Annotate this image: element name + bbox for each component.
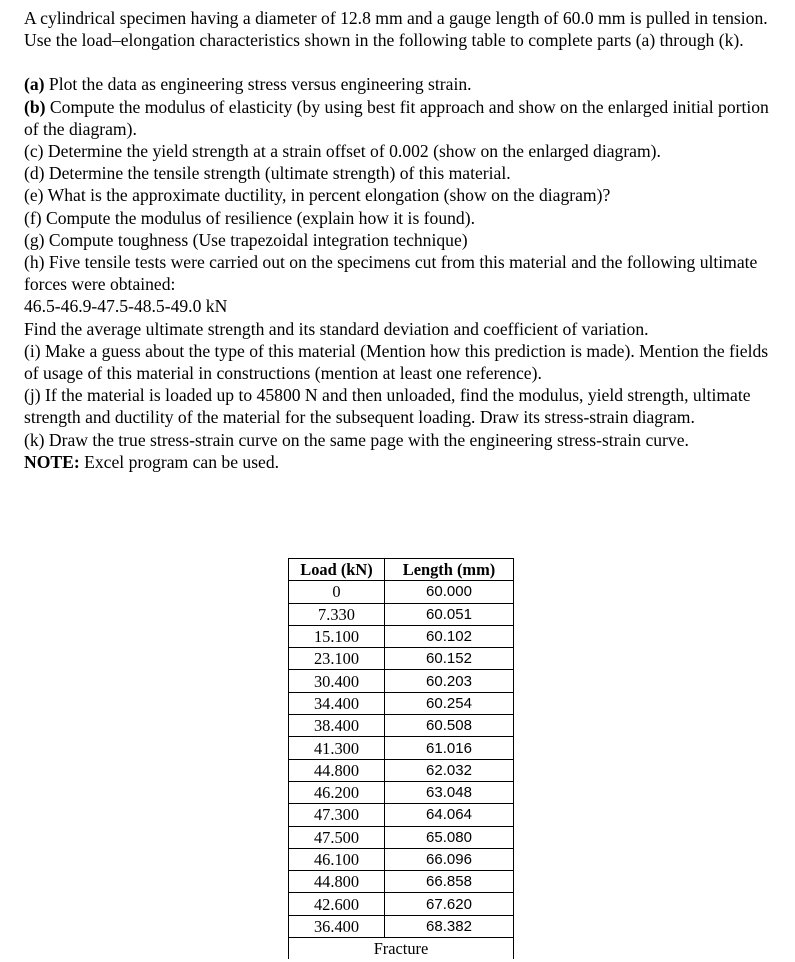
length-cell: 60.000 <box>385 581 514 603</box>
table-row <box>289 915 514 937</box>
part-d <box>24 162 784 184</box>
length-cell: 62.032 <box>385 759 514 781</box>
part-g-text: Compute toughness (Use trapezoidal integration technique) <box>44 229 468 250</box>
part-a-label: (a) <box>24 74 45 95</box>
part-b <box>24 96 784 140</box>
load-cell: 34.400 <box>289 692 385 714</box>
table-header-row <box>289 559 514 581</box>
load-cell: 0 <box>289 581 385 603</box>
length-cell: 60.102 <box>385 625 514 647</box>
length-cell: 66.096 <box>385 848 514 870</box>
problem-statement <box>24 7 784 473</box>
load-length-table-container <box>288 558 514 959</box>
part-j: (j) If the material is loaded up to 45800 N and then unloaded, find the modulus, yield strength, ultimate strength and ductility of the material for the subsequent loading. Draw its stress-strain diagram. <box>24 385 751 428</box>
length-cell: 60.051 <box>385 603 514 625</box>
length-cell: 60.254 <box>385 692 514 714</box>
part-f <box>24 207 784 229</box>
load-cell: 41.300 <box>289 737 385 759</box>
note-line <box>24 451 784 473</box>
part-c <box>24 140 784 162</box>
table-footer-row <box>289 938 514 960</box>
length-cell: 63.048 <box>385 781 514 803</box>
length-column-header: Length (mm) <box>385 559 514 581</box>
table-row <box>289 625 514 647</box>
load-cell: 15.100 <box>289 625 385 647</box>
load-cell: 46.200 <box>289 781 385 803</box>
part-b-text: Compute the modulus of elasticity (by using best fit approach and show on the enlarged initial portion of the diagram). <box>24 96 769 139</box>
length-cell: 60.203 <box>385 670 514 692</box>
length-cell: 60.152 <box>385 648 514 670</box>
intro-paragraph: A cylindrical specimen having a diameter of 12.8 mm and a gauge length of 60.0 mm is pulled in tension. Use the load–elongation characteristics shown in the following table to complete parts (a) through (k). <box>24 8 768 51</box>
part-e <box>24 184 784 206</box>
table-row <box>289 871 514 893</box>
table-row <box>289 648 514 670</box>
length-cell: 65.080 <box>385 826 514 848</box>
part-h-label: (h) <box>24 252 45 273</box>
table-row <box>289 848 514 870</box>
table-row <box>289 781 514 803</box>
part-e-text: What is the approximate ductility, in percent elongation (show on the diagram)? <box>43 185 611 206</box>
forces-line: 46.5-46.9-47.5-48.5-49.0 kN <box>24 296 228 317</box>
table-row <box>289 737 514 759</box>
part-c-label: (c) <box>24 141 44 162</box>
part-e-label: (e) <box>24 185 44 206</box>
table-row <box>289 759 514 781</box>
table-row <box>289 826 514 848</box>
length-cell: 60.508 <box>385 715 514 737</box>
part-h-text: Five tensile tests were carried out on the specimens cut from this material and the following ultimate forces were obtained: <box>24 252 758 295</box>
table-row <box>289 804 514 826</box>
note-label: NOTE: <box>24 451 80 472</box>
part-g <box>24 229 784 251</box>
length-cell: 68.382 <box>385 915 514 937</box>
load-column-header: Load (kN) <box>289 559 385 581</box>
note-text: Excel program can be used. <box>79 451 280 472</box>
load-cell: 44.800 <box>289 871 385 893</box>
load-cell: 42.600 <box>289 893 385 915</box>
table-row <box>289 670 514 692</box>
length-cell: 64.064 <box>385 804 514 826</box>
part-i: (i) Make a guess about the type of this material (Mention how this prediction is made). Mention the fields of usage of this material in constructions (mention at least one reference). <box>24 340 769 384</box>
load-length-table <box>288 558 514 959</box>
load-cell: 47.300 <box>289 804 385 826</box>
load-cell: 36.400 <box>289 915 385 937</box>
part-c-text: Determine the yield strength at a strain offset of 0.002 (show on the enlarged diagram). <box>43 141 661 162</box>
part-d-text: Determine the tensile strength (ultimate strength) of this material. <box>44 163 511 184</box>
table-row <box>289 603 514 625</box>
fracture-label: Fracture <box>289 938 514 960</box>
average-line: Find the average ultimate strength and its standard deviation and coefficient of variation. <box>24 318 649 339</box>
part-a-text: Plot the data as engineering stress versus engineering strain. <box>44 74 472 95</box>
part-g-label: (g) <box>24 229 45 250</box>
table-row <box>289 715 514 737</box>
table-row <box>289 692 514 714</box>
part-f-label: (f) <box>24 207 42 228</box>
table-row <box>289 893 514 915</box>
length-cell: 61.016 <box>385 737 514 759</box>
part-f-text: Compute the modulus of resilience (explain how it is found). <box>41 207 475 228</box>
load-cell: 46.100 <box>289 848 385 870</box>
part-d-label: (d) <box>24 163 45 184</box>
load-cell: 38.400 <box>289 715 385 737</box>
part-h <box>24 251 784 295</box>
load-cell: 44.800 <box>289 759 385 781</box>
table-row <box>289 581 514 603</box>
length-cell: 66.858 <box>385 871 514 893</box>
length-cell: 67.620 <box>385 893 514 915</box>
load-cell: 7.330 <box>289 603 385 625</box>
part-k: (k) Draw the true stress-strain curve on the same page with the engineering stress-strain curve. <box>24 429 689 450</box>
load-cell: 30.400 <box>289 670 385 692</box>
part-a <box>24 73 784 95</box>
part-b-label: (b) <box>24 96 46 117</box>
load-cell: 47.500 <box>289 826 385 848</box>
load-cell: 23.100 <box>289 648 385 670</box>
